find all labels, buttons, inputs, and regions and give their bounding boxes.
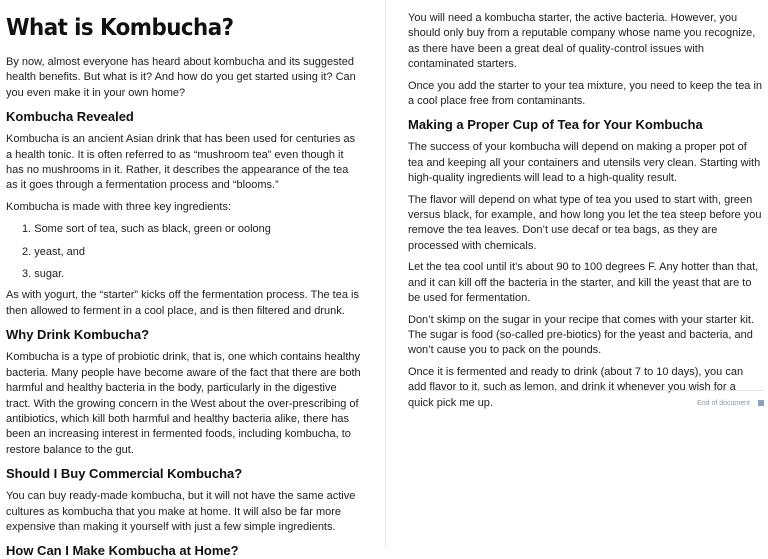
list-item: 3. sugar. xyxy=(22,268,65,281)
right-column xyxy=(408,0,764,411)
end-of-document xyxy=(408,390,764,412)
heading-make-at-home: How Can I Make Kombucha at Home? xyxy=(6,543,239,559)
paragraph-starter: You will need a kombucha starter, the active bacteria. However, you should only buy from a reputable company whose name you recognize, as there have been a great deal of quality-control issues with contaminated starters. xyxy=(408,12,756,71)
document-title: What is Kombucha? xyxy=(6,15,234,41)
paragraph-success: The success of your kombucha will depend on making a proper pot of tea and keeping all your containers and utensils very clean. Starting with high-quality ingredients will lead to a high-quality result. xyxy=(408,141,761,185)
end-of-document-label: End of document xyxy=(697,400,750,407)
paragraph-buy: You can buy ready-made kombucha, but it will not have the same active cultures as kombucha that you make at home. It will also be far more expensive than making it yourself with just a few simple ingredients. xyxy=(6,490,356,533)
list-item: 1. Some sort of tea, such as black, green or oolong xyxy=(22,223,271,236)
paragraph-cool-place: Once you add the starter to your tea mixture, you need to keep the tea in a cool place free from contaminants. xyxy=(408,79,763,108)
paragraph-why: Kombucha is a type of probiotic drink, that is, one which contains healthy bacteria. Many people have become aware of the fact that there are both harmful and healthy bacteria in the body, particularly in the digestive tract. With the growing concern in the West about the over-prescribing of antibiotics, which kill both harmful and healthy bacteria alike, there has been an increasing interest in fermented foods, including kombucha, to restore balance to the gut. xyxy=(6,351,361,456)
paragraph-ready: Once it is fermented and ready to drink (about 7 to 10 days), you can add flavor to it, such as lemon, and drink it whenever you wish for a quick pick me up. xyxy=(408,365,744,409)
heading-why-drink: Why Drink Kombucha? xyxy=(6,327,150,343)
paragraph-yogurt: As with yogurt, the “starter” kicks off the fermentation process. The tea is then allowed to ferment in a cool place, and is then filtered and drunk. xyxy=(6,289,359,317)
paragraph-revealed: Kombucha is an ancient Asian drink that has been used for centuries as a health tonic. It is often referred to as “mushroom tea” even though it has no mushrooms in it. Rather, it describes the appearance of the tea as it goes through a fermentation process and “blooms.” xyxy=(6,133,356,192)
end-marker-icon xyxy=(758,400,764,406)
list-item: 2. yeast, and xyxy=(22,245,85,258)
intro-paragraph: By now, almost everyone has heard about kombucha and its suggested health benefits. But what is it? And how do you get started using it? Can you even make it in your own home? xyxy=(6,56,356,99)
heading-kombucha-revealed: Kombucha Revealed xyxy=(6,109,134,125)
paragraph-temperature: Let the tea cool until it’s about 90 to 100 degrees F. Any hotter than that, and it can kill off the bacteria in the starter, and kill the yeast that are to be used for fermentation. xyxy=(408,261,759,305)
heading-buy-commercial: Should I Buy Commercial Kombucha? xyxy=(6,466,243,482)
column-divider xyxy=(385,0,386,548)
paragraph-ingredients-intro: Kombucha is made with three key ingredients: xyxy=(6,200,232,213)
left-column xyxy=(6,0,362,559)
ingredients-list xyxy=(6,222,362,282)
heading-proper-cup: Making a Proper Cup of Tea for Your Kombucha xyxy=(408,117,703,133)
paragraph-flavor: The flavor will depend on what type of tea you used to start with, green versus black, for example, and how long you let the tea steep before you remove the tea leaves. Don’t use decaf or tea bags, as they are processed with chemicals. xyxy=(408,193,762,252)
paragraph-sugar: Don’t skimp on the sugar in your recipe that comes with your starter kit. The sugar is food (so-called pre-biotics) for the yeast and bacteria, and won’t cause you to pack on the pounds. xyxy=(408,313,755,357)
